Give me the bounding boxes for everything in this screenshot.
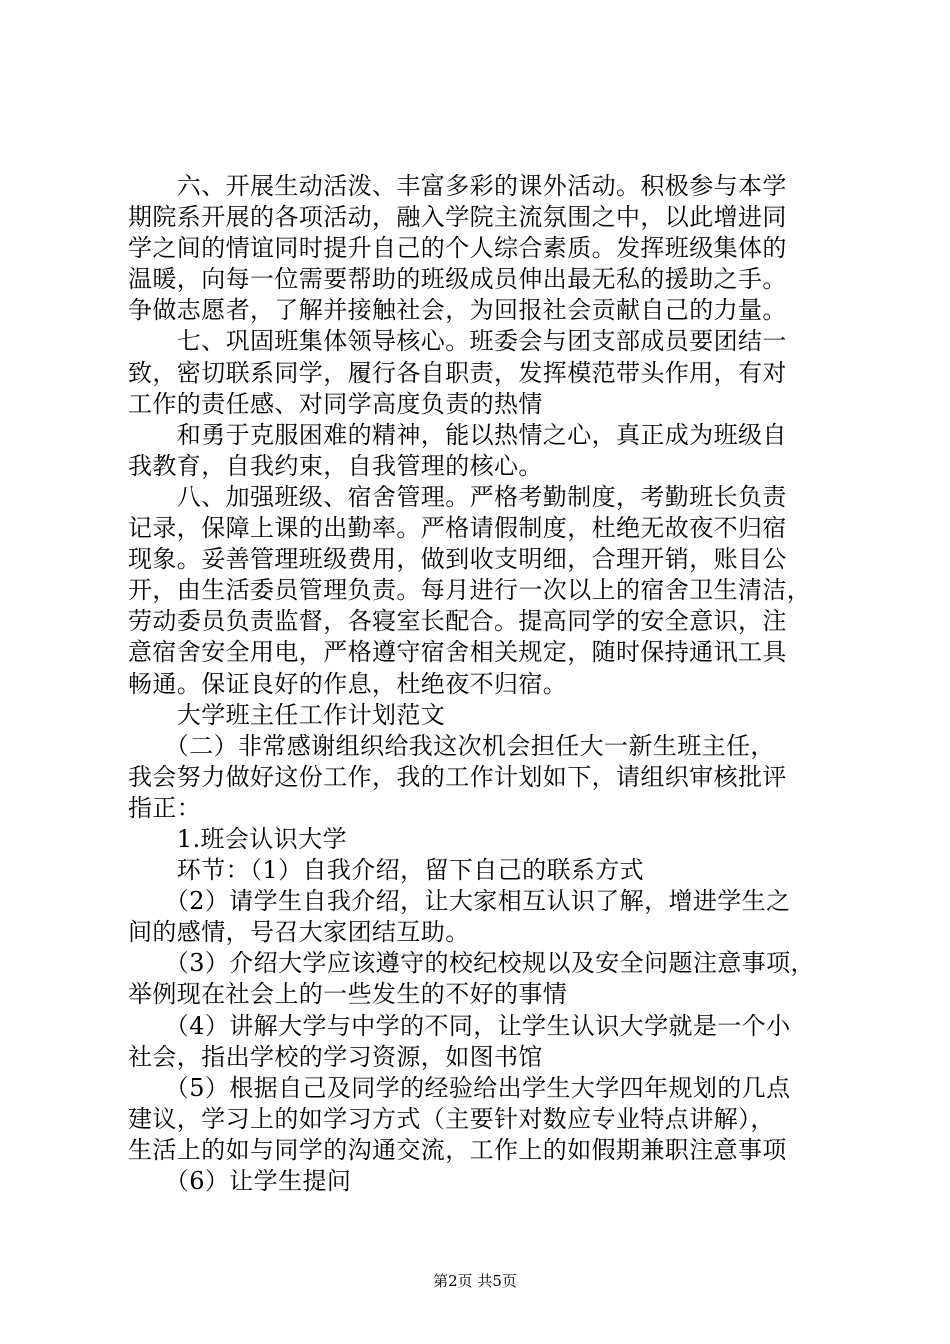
- text-line: 环节：（1）自我介绍，留下自己的联系方式: [128, 856, 645, 885]
- text-line: 八、加强班级、宿舍管理。严格考勤制度，考勤班长负责: [128, 482, 787, 511]
- text-line: 温暖，向每一位需要帮助的班级成员伸出最无私的援助之手。: [128, 265, 787, 294]
- text-line: 记录，保障上课的出勤率。严格请假制度，杜绝无故夜不归宿: [128, 514, 787, 543]
- section-heading: 大学班主任工作计划范文: [128, 700, 446, 729]
- text-line: 意宿舍安全用电，严格遵守宿舍相关规定，随时保持通讯工具: [128, 638, 787, 667]
- text-line: 和勇于克服困难的精神，能以热情之心，真正成为班级自: [128, 420, 787, 449]
- text-line: （3）介绍大学应该遵守的校纪校规以及安全问题注意事项，: [128, 949, 815, 978]
- text-line: （6）让学生提问: [128, 1167, 352, 1195]
- text-line: 建议，学习上的如学习方式（主要针对数应专业特点讲解），: [128, 1104, 775, 1133]
- text-line: （5）根据自己及同学的经验给出学生大学四年规划的几点: [128, 1073, 791, 1102]
- text-line: 举例现在社会上的一些发生的不好的事情: [128, 980, 568, 1009]
- text-line: （二）非常感谢组织给我这次机会担任大一新生班主任，: [128, 731, 775, 760]
- document-body: [128, 171, 838, 1197]
- text-line: 六、开展生动活泼、丰富多彩的课外活动。积极参与本学: [128, 172, 787, 200]
- text-line: 间的感情，号召大家团结互助。: [128, 918, 470, 947]
- text-line: 现象。妥善管理班级费用，做到收支明细，合理开销，账目公: [128, 545, 787, 574]
- text-line: 工作的责任感、对同学高度负责的热情: [128, 389, 543, 418]
- text-line: 争做志愿者，了解并接触社会，为回报社会贡献自己的力量。: [128, 296, 787, 325]
- text-line: 我教育，自我约束，自我管理的核心。: [128, 451, 543, 480]
- text-line: 畅通。保证良好的作息，杜绝夜不归宿。: [128, 669, 568, 698]
- text-line: 期院系开展的各项活动，融入学院主流氛围之中，以此增进同: [128, 203, 787, 232]
- text-line: 社会，指出学校的学习资源，如图书馆: [128, 1042, 543, 1071]
- text-line: （4）讲解大学与中学的不同，让学生认识大学就是一个小: [128, 1011, 791, 1040]
- list-item-heading: 1.班会认识大学: [128, 824, 347, 853]
- page-number-footer: 第2页 共5页: [433, 1272, 517, 1290]
- text-line: 指正：: [128, 793, 202, 822]
- text-line: 开，由生活委员管理负责。每月进行一次以上的宿舍卫生清洁，: [128, 576, 812, 605]
- text-line: 学之间的情谊同时提升自己的个人综合素质。发挥班级集体的: [128, 234, 787, 263]
- text-line: （2）请学生自我介绍，让大家相互认识了解，增进学生之: [128, 887, 791, 916]
- text-line: 生活上的如与同学的沟通交流，工作上的如假期兼职注意事项: [128, 1135, 787, 1164]
- text-line: 致，密切联系同学，履行各自职责，发挥模范带头作用，有对: [128, 358, 787, 387]
- text-line: 劳动委员负责监督，各寝室长配合。提高同学的安全意识，注: [128, 607, 787, 636]
- text-line: 七、巩固班集体领导核心。班委会与团支部成员要团结一: [128, 327, 787, 356]
- text-line: 我会努力做好这份工作，我的工作计划如下，请组织审核批评: [128, 762, 787, 791]
